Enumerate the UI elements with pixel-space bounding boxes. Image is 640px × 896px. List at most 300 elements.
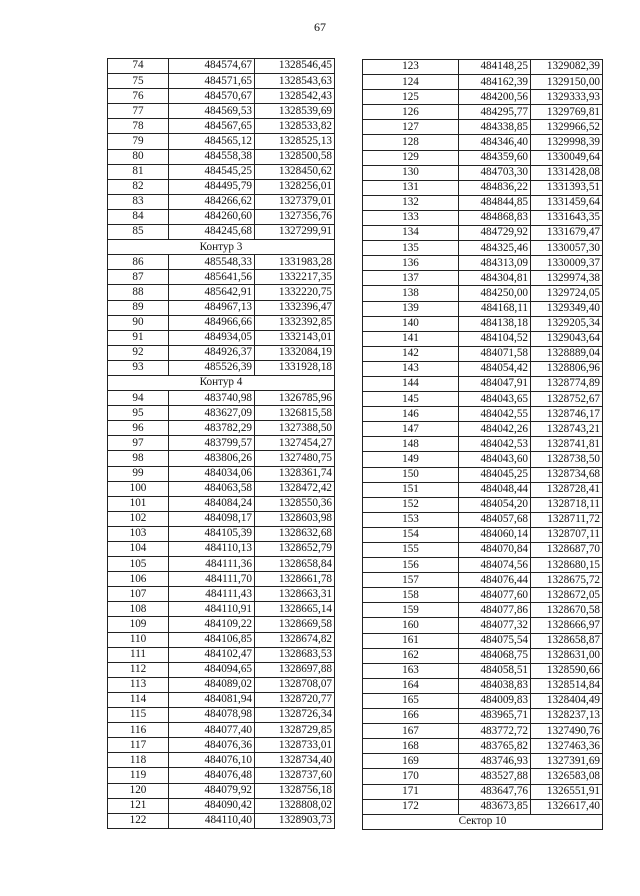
x-coordinate-cell: 484325,46	[459, 241, 531, 256]
y-coordinate-cell: 1328665,14	[255, 602, 335, 617]
y-coordinate-cell: 1327463,36	[531, 739, 603, 754]
y-coordinate-cell: 1332220,75	[255, 285, 335, 300]
x-coordinate-cell: 484304,81	[459, 271, 531, 286]
x-coordinate-cell: 483965,71	[459, 709, 531, 724]
x-coordinate-cell: 483772,72	[459, 724, 531, 739]
section-heading-row	[363, 814, 603, 829]
x-coordinate-cell: 483673,85	[459, 799, 531, 814]
table-row	[108, 285, 335, 300]
x-coordinate-cell: 484495,79	[169, 179, 255, 194]
x-coordinate-cell: 483740,98	[169, 391, 255, 406]
table-row	[108, 164, 335, 179]
x-coordinate-cell: 484076,44	[459, 573, 531, 588]
table-row	[108, 753, 335, 768]
y-coordinate-cell: 1332143,01	[255, 330, 335, 345]
point-number-cell: 85	[108, 225, 169, 240]
y-coordinate-cell: 1329205,34	[531, 316, 603, 331]
y-coordinate-cell: 1328670,58	[531, 603, 603, 618]
table-row	[108, 451, 335, 466]
point-number-cell: 129	[363, 150, 459, 165]
x-coordinate-cell: 484043,60	[459, 452, 531, 467]
point-number-cell: 107	[108, 587, 169, 602]
y-coordinate-cell: 1328590,66	[531, 663, 603, 678]
y-coordinate-cell: 1328697,88	[255, 662, 335, 677]
table-row	[108, 134, 335, 149]
table-row	[108, 300, 335, 315]
x-coordinate-cell: 484076,48	[169, 768, 255, 783]
y-coordinate-cell: 1328743,21	[531, 422, 603, 437]
point-number-cell: 92	[108, 345, 169, 360]
y-coordinate-cell: 1328658,84	[255, 557, 335, 572]
point-number-cell: 99	[108, 466, 169, 481]
x-coordinate-cell: 484844,85	[459, 195, 531, 210]
y-coordinate-cell: 1332217,35	[255, 270, 335, 285]
y-coordinate-cell: 1328707,11	[531, 527, 603, 542]
point-number-cell: 118	[108, 753, 169, 768]
y-coordinate-cell: 1331643,35	[531, 210, 603, 225]
y-coordinate-cell: 1329724,05	[531, 286, 603, 301]
point-number-cell: 109	[108, 617, 169, 632]
point-number-cell: 162	[363, 648, 459, 663]
y-coordinate-cell: 1328603,98	[255, 511, 335, 526]
table-row	[363, 60, 603, 75]
table-row	[108, 587, 335, 602]
point-number-cell: 91	[108, 330, 169, 345]
y-coordinate-cell: 1327391,69	[531, 754, 603, 769]
section-heading: Контур 3	[108, 240, 335, 255]
x-coordinate-cell: 484077,60	[459, 588, 531, 603]
table-row	[108, 345, 335, 360]
table-row	[363, 633, 603, 648]
point-number-cell: 160	[363, 618, 459, 633]
point-number-cell: 134	[363, 226, 459, 241]
x-coordinate-cell: 483527,88	[459, 769, 531, 784]
y-coordinate-cell: 1328631,00	[531, 648, 603, 663]
x-coordinate-cell: 484110,40	[169, 813, 255, 828]
point-number-cell: 79	[108, 134, 169, 149]
y-coordinate-cell: 1328632,68	[255, 526, 335, 541]
point-number-cell: 117	[108, 738, 169, 753]
x-coordinate-cell: 484076,36	[169, 738, 255, 753]
point-number-cell: 103	[108, 526, 169, 541]
point-number-cell: 142	[363, 346, 459, 361]
y-coordinate-cell: 1328734,68	[531, 467, 603, 482]
x-coordinate-cell: 483746,93	[459, 754, 531, 769]
table-row	[108, 708, 335, 723]
coordinates-table-left	[107, 58, 335, 829]
x-coordinate-cell: 484054,42	[459, 361, 531, 376]
x-coordinate-cell: 484260,60	[169, 209, 255, 224]
point-number-cell: 153	[363, 512, 459, 527]
section-heading: Контур 4	[108, 375, 335, 390]
y-coordinate-cell: 1328256,01	[255, 179, 335, 194]
x-coordinate-cell: 484109,22	[169, 617, 255, 632]
table-row	[108, 255, 335, 270]
x-coordinate-cell: 484569,53	[169, 104, 255, 119]
table-row	[363, 256, 603, 271]
y-coordinate-cell: 1328542,43	[255, 89, 335, 104]
point-number-cell: 98	[108, 451, 169, 466]
table-row	[108, 798, 335, 813]
table-row	[363, 271, 603, 286]
point-number-cell: 138	[363, 286, 459, 301]
x-coordinate-cell: 484168,11	[459, 301, 531, 316]
x-coordinate-cell: 484934,05	[169, 330, 255, 345]
table-row	[363, 135, 603, 150]
point-number-cell: 119	[108, 768, 169, 783]
y-coordinate-cell: 1329333,93	[531, 90, 603, 105]
y-coordinate-cell: 1328711,72	[531, 512, 603, 527]
y-coordinate-cell: 1327388,50	[255, 421, 335, 436]
y-coordinate-cell: 1328546,45	[255, 59, 335, 74]
y-coordinate-cell: 1328525,13	[255, 134, 335, 149]
y-coordinate-cell: 1328734,40	[255, 753, 335, 768]
y-coordinate-cell: 1328674,82	[255, 632, 335, 647]
table-row	[363, 709, 603, 724]
point-number-cell: 165	[363, 693, 459, 708]
table-row	[108, 526, 335, 541]
point-number-cell: 78	[108, 119, 169, 134]
point-number-cell: 123	[363, 60, 459, 75]
x-coordinate-cell: 485642,91	[169, 285, 255, 300]
table-row	[108, 602, 335, 617]
point-number-cell: 88	[108, 285, 169, 300]
y-coordinate-cell: 1328889,04	[531, 346, 603, 361]
point-number-cell: 93	[108, 360, 169, 375]
point-number-cell: 136	[363, 256, 459, 271]
x-coordinate-cell: 484266,62	[169, 194, 255, 209]
x-coordinate-cell: 484045,25	[459, 467, 531, 482]
page-number: 67	[314, 20, 326, 34]
point-number-cell: 121	[108, 798, 169, 813]
x-coordinate-cell: 484043,65	[459, 392, 531, 407]
y-coordinate-cell: 1330057,30	[531, 241, 603, 256]
x-coordinate-cell: 484558,38	[169, 149, 255, 164]
x-coordinate-cell: 484094,65	[169, 662, 255, 677]
point-number-cell: 112	[108, 662, 169, 677]
table-row	[363, 226, 603, 241]
y-coordinate-cell: 1330049,64	[531, 150, 603, 165]
table-row	[108, 360, 335, 375]
y-coordinate-cell: 1328675,72	[531, 573, 603, 588]
table-row	[363, 573, 603, 588]
x-coordinate-cell: 484105,39	[169, 526, 255, 541]
x-coordinate-cell: 484245,68	[169, 225, 255, 240]
x-coordinate-cell: 484089,02	[169, 677, 255, 692]
y-coordinate-cell: 1327299,91	[255, 225, 335, 240]
x-coordinate-cell: 484058,51	[459, 663, 531, 678]
table-row	[363, 361, 603, 376]
table-row	[108, 89, 335, 104]
x-coordinate-cell: 484110,13	[169, 542, 255, 557]
point-number-cell: 164	[363, 678, 459, 693]
point-number-cell: 151	[363, 482, 459, 497]
table-row	[108, 59, 335, 74]
point-number-cell: 167	[363, 724, 459, 739]
y-coordinate-cell: 1328708,07	[255, 677, 335, 692]
point-number-cell: 86	[108, 255, 169, 270]
y-coordinate-cell: 1329769,81	[531, 105, 603, 120]
x-coordinate-cell: 484338,85	[459, 120, 531, 135]
x-coordinate-cell: 484077,40	[169, 723, 255, 738]
y-coordinate-cell: 1329150,00	[531, 75, 603, 90]
point-number-cell: 80	[108, 149, 169, 164]
x-coordinate-cell: 484570,67	[169, 89, 255, 104]
point-number-cell: 152	[363, 497, 459, 512]
x-coordinate-cell: 483765,82	[459, 739, 531, 754]
point-number-cell: 90	[108, 315, 169, 330]
x-coordinate-cell: 484042,55	[459, 407, 531, 422]
point-number-cell: 102	[108, 511, 169, 526]
table-row	[363, 588, 603, 603]
x-coordinate-cell: 484313,09	[459, 256, 531, 271]
x-coordinate-cell: 484054,20	[459, 497, 531, 512]
table-row	[108, 511, 335, 526]
y-coordinate-cell: 1331428,08	[531, 165, 603, 180]
point-number-cell: 126	[363, 105, 459, 120]
y-coordinate-cell: 1326551,91	[531, 784, 603, 799]
x-coordinate-cell: 484295,77	[459, 105, 531, 120]
x-coordinate-cell: 484574,67	[169, 59, 255, 74]
y-coordinate-cell: 1327356,76	[255, 209, 335, 224]
y-coordinate-cell: 1328687,70	[531, 543, 603, 558]
y-coordinate-cell: 1326785,96	[255, 391, 335, 406]
table-row	[108, 149, 335, 164]
x-coordinate-cell: 484200,56	[459, 90, 531, 105]
point-number-cell: 113	[108, 677, 169, 692]
x-coordinate-cell: 484068,75	[459, 648, 531, 663]
table-row	[108, 74, 335, 89]
x-coordinate-cell: 484057,68	[459, 512, 531, 527]
x-coordinate-cell: 484359,60	[459, 150, 531, 165]
y-coordinate-cell: 1327379,01	[255, 194, 335, 209]
table-row	[108, 692, 335, 707]
point-number-cell: 115	[108, 708, 169, 723]
x-coordinate-cell: 484063,58	[169, 481, 255, 496]
x-coordinate-cell: 484047,91	[459, 376, 531, 391]
point-number-cell: 130	[363, 165, 459, 180]
x-coordinate-cell: 484077,86	[459, 603, 531, 618]
x-coordinate-cell: 484148,25	[459, 60, 531, 75]
x-coordinate-cell: 484250,00	[459, 286, 531, 301]
y-coordinate-cell: 1328500,58	[255, 149, 335, 164]
coordinates-table-right	[362, 59, 603, 830]
x-coordinate-cell: 484084,24	[169, 496, 255, 511]
x-coordinate-cell: 484104,52	[459, 331, 531, 346]
point-number-cell: 76	[108, 89, 169, 104]
y-coordinate-cell: 1329998,39	[531, 135, 603, 150]
x-coordinate-cell: 484926,37	[169, 345, 255, 360]
table-row	[108, 270, 335, 285]
table-row	[363, 467, 603, 482]
y-coordinate-cell: 1328741,81	[531, 437, 603, 452]
table-row	[363, 376, 603, 391]
y-coordinate-cell: 1328752,67	[531, 392, 603, 407]
table-row	[108, 783, 335, 798]
x-coordinate-cell: 484571,65	[169, 74, 255, 89]
table-row	[108, 723, 335, 738]
point-number-cell: 94	[108, 391, 169, 406]
table-row	[363, 301, 603, 316]
point-number-cell: 169	[363, 754, 459, 769]
y-coordinate-cell: 1332392,85	[255, 315, 335, 330]
table-row	[108, 421, 335, 436]
point-number-cell: 132	[363, 195, 459, 210]
point-number-cell: 96	[108, 421, 169, 436]
x-coordinate-cell: 484162,39	[459, 75, 531, 90]
table-row	[363, 346, 603, 361]
x-coordinate-cell: 484111,36	[169, 557, 255, 572]
point-number-cell: 137	[363, 271, 459, 286]
table-row	[363, 527, 603, 542]
x-coordinate-cell: 484102,47	[169, 647, 255, 662]
point-number-cell: 146	[363, 407, 459, 422]
y-coordinate-cell: 1328669,58	[255, 617, 335, 632]
y-coordinate-cell: 1327480,75	[255, 451, 335, 466]
point-number-cell: 97	[108, 436, 169, 451]
point-number-cell: 127	[363, 120, 459, 135]
point-number-cell: 171	[363, 784, 459, 799]
table-row	[108, 225, 335, 240]
table-row	[363, 754, 603, 769]
y-coordinate-cell: 1328514,84	[531, 678, 603, 693]
point-number-cell: 120	[108, 783, 169, 798]
table-row	[108, 662, 335, 677]
table-row	[363, 286, 603, 301]
point-number-cell: 114	[108, 692, 169, 707]
point-number-cell: 101	[108, 496, 169, 511]
y-coordinate-cell: 1331459,64	[531, 195, 603, 210]
point-number-cell: 158	[363, 588, 459, 603]
y-coordinate-cell: 1328361,74	[255, 466, 335, 481]
y-coordinate-cell: 1332084,19	[255, 345, 335, 360]
table-row	[363, 663, 603, 678]
point-number-cell: 155	[363, 543, 459, 558]
table-row	[363, 210, 603, 225]
y-coordinate-cell: 1329974,38	[531, 271, 603, 286]
table-row	[108, 647, 335, 662]
table-row	[363, 497, 603, 512]
point-number-cell: 141	[363, 331, 459, 346]
y-coordinate-cell: 1328756,18	[255, 783, 335, 798]
y-coordinate-cell: 1327454,27	[255, 436, 335, 451]
table-row	[108, 813, 335, 828]
point-number-cell: 150	[363, 467, 459, 482]
y-coordinate-cell: 1328450,62	[255, 164, 335, 179]
point-number-cell: 131	[363, 180, 459, 195]
x-coordinate-cell: 484077,32	[459, 618, 531, 633]
y-coordinate-cell: 1330009,37	[531, 256, 603, 271]
point-number-cell: 77	[108, 104, 169, 119]
table-row	[363, 784, 603, 799]
point-number-cell: 95	[108, 406, 169, 421]
x-coordinate-cell: 484060,14	[459, 527, 531, 542]
x-coordinate-cell: 484545,25	[169, 164, 255, 179]
x-coordinate-cell: 483782,29	[169, 421, 255, 436]
point-number-cell: 84	[108, 209, 169, 224]
x-coordinate-cell: 484729,92	[459, 226, 531, 241]
point-number-cell: 148	[363, 437, 459, 452]
table-row	[108, 738, 335, 753]
table-row	[108, 391, 335, 406]
point-number-cell: 135	[363, 241, 459, 256]
y-coordinate-cell: 1331983,28	[255, 255, 335, 270]
table-row	[108, 677, 335, 692]
y-coordinate-cell: 1328663,31	[255, 587, 335, 602]
point-number-cell: 124	[363, 75, 459, 90]
table-row	[108, 768, 335, 783]
y-coordinate-cell: 1328658,87	[531, 633, 603, 648]
table-row	[108, 104, 335, 119]
table-row	[108, 632, 335, 647]
x-coordinate-cell: 484703,30	[459, 165, 531, 180]
table-row	[108, 209, 335, 224]
y-coordinate-cell: 1328672,05	[531, 588, 603, 603]
table-row	[363, 678, 603, 693]
point-number-cell: 144	[363, 376, 459, 391]
x-coordinate-cell: 483647,76	[459, 784, 531, 799]
y-coordinate-cell: 1328738,50	[531, 452, 603, 467]
point-number-cell: 83	[108, 194, 169, 209]
table-row	[363, 693, 603, 708]
x-coordinate-cell: 484070,84	[459, 543, 531, 558]
y-coordinate-cell: 1328728,41	[531, 482, 603, 497]
x-coordinate-cell: 485641,56	[169, 270, 255, 285]
y-coordinate-cell: 1326583,08	[531, 769, 603, 784]
x-coordinate-cell: 484009,83	[459, 693, 531, 708]
table-row	[108, 315, 335, 330]
x-coordinate-cell: 484110,91	[169, 602, 255, 617]
y-coordinate-cell: 1328733,01	[255, 738, 335, 753]
point-number-cell: 157	[363, 573, 459, 588]
x-coordinate-cell: 484042,26	[459, 422, 531, 437]
x-coordinate-cell: 484565,12	[169, 134, 255, 149]
y-coordinate-cell: 1329349,40	[531, 301, 603, 316]
table-row	[108, 542, 335, 557]
point-number-cell: 154	[363, 527, 459, 542]
x-coordinate-cell: 484078,98	[169, 708, 255, 723]
y-coordinate-cell: 1328533,82	[255, 119, 335, 134]
point-number-cell: 104	[108, 542, 169, 557]
point-number-cell: 133	[363, 210, 459, 225]
y-coordinate-cell: 1328720,77	[255, 692, 335, 707]
y-coordinate-cell: 1326617,40	[531, 799, 603, 814]
point-number-cell: 147	[363, 422, 459, 437]
y-coordinate-cell: 1328661,78	[255, 572, 335, 587]
y-coordinate-cell: 1329082,39	[531, 60, 603, 75]
y-coordinate-cell: 1328652,79	[255, 542, 335, 557]
table-row	[363, 75, 603, 90]
point-number-cell: 89	[108, 300, 169, 315]
x-coordinate-cell: 485548,33	[169, 255, 255, 270]
x-coordinate-cell: 484567,65	[169, 119, 255, 134]
y-coordinate-cell: 1331928,18	[255, 360, 335, 375]
point-number-cell: 87	[108, 270, 169, 285]
y-coordinate-cell: 1329966,52	[531, 120, 603, 135]
x-coordinate-cell: 484836,22	[459, 180, 531, 195]
table-row	[363, 316, 603, 331]
point-number-cell: 82	[108, 179, 169, 194]
point-number-cell: 75	[108, 74, 169, 89]
y-coordinate-cell: 1326815,58	[255, 406, 335, 421]
table-row	[363, 90, 603, 105]
table-row	[363, 150, 603, 165]
x-coordinate-cell: 484034,06	[169, 466, 255, 481]
x-coordinate-cell: 484038,83	[459, 678, 531, 693]
point-number-cell: 143	[363, 361, 459, 376]
table-row	[363, 648, 603, 663]
y-coordinate-cell: 1328806,96	[531, 361, 603, 376]
